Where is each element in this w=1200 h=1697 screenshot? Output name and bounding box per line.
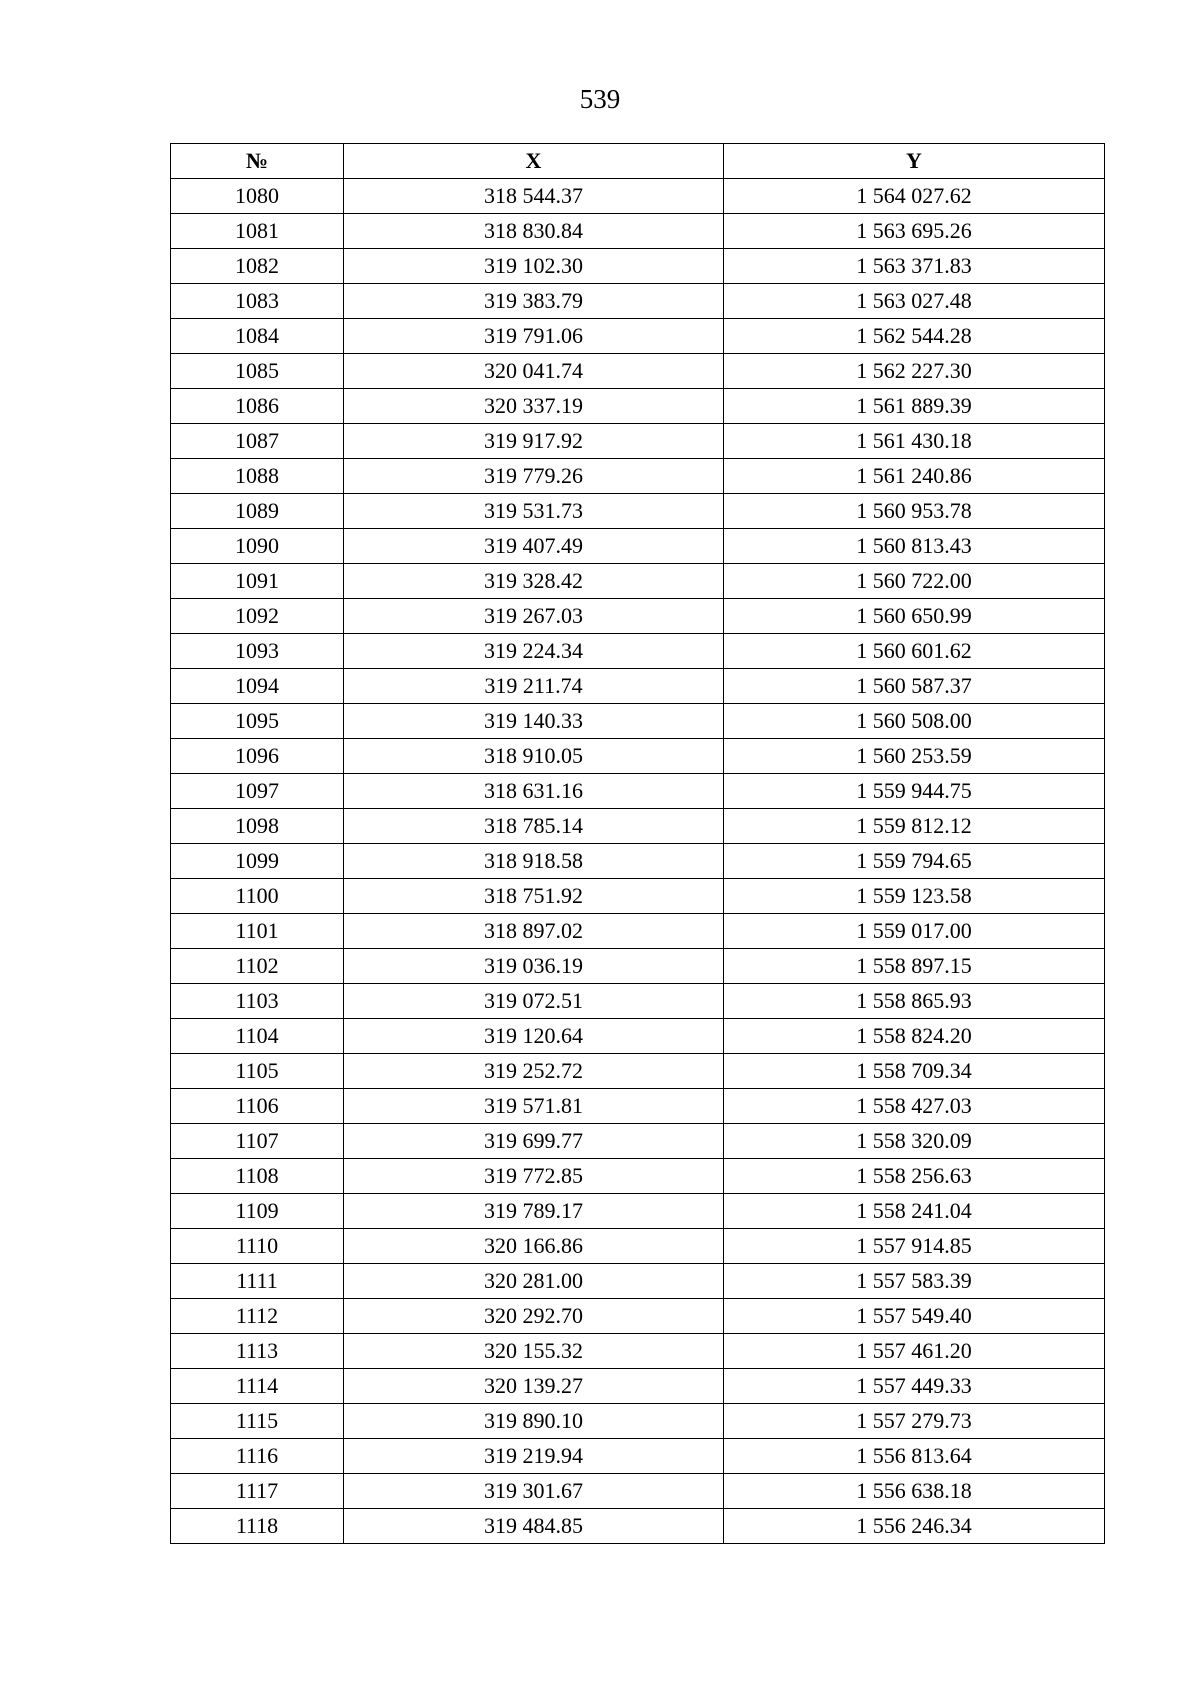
table-row — [171, 1124, 1105, 1159]
y-coordinate-cell: 1 558 427.03 — [724, 1089, 1105, 1124]
x-coordinate-cell: 319 301.67 — [344, 1474, 724, 1509]
point-number-cell: 1105 — [171, 1054, 344, 1089]
x-coordinate-cell: 320 281.00 — [344, 1264, 724, 1299]
y-coordinate-cell: 1 560 601.62 — [724, 634, 1105, 669]
y-coordinate-cell: 1 560 722.00 — [724, 564, 1105, 599]
point-number-cell: 1093 — [171, 634, 344, 669]
point-number-cell: 1104 — [171, 1019, 344, 1054]
table-row — [171, 319, 1105, 354]
point-number-cell: 1086 — [171, 389, 344, 424]
table-row — [171, 1299, 1105, 1334]
table-row — [171, 1194, 1105, 1229]
point-number-cell: 1101 — [171, 914, 344, 949]
point-number-cell: 1096 — [171, 739, 344, 774]
x-coordinate-cell: 319 224.34 — [344, 634, 724, 669]
y-coordinate-cell: 1 560 508.00 — [724, 704, 1105, 739]
table-row — [171, 634, 1105, 669]
y-coordinate-cell: 1 560 953.78 — [724, 494, 1105, 529]
table-row — [171, 459, 1105, 494]
y-coordinate-cell: 1 560 253.59 — [724, 739, 1105, 774]
x-coordinate-cell: 319 890.10 — [344, 1404, 724, 1439]
table-row — [171, 1404, 1105, 1439]
x-coordinate-cell: 320 292.70 — [344, 1299, 724, 1334]
y-coordinate-cell: 1 561 889.39 — [724, 389, 1105, 424]
table-row — [171, 949, 1105, 984]
point-number-cell: 1110 — [171, 1229, 344, 1264]
point-number-cell: 1098 — [171, 809, 344, 844]
table-body — [171, 179, 1105, 1544]
x-coordinate-cell: 319 571.81 — [344, 1089, 724, 1124]
point-number-cell: 1102 — [171, 949, 344, 984]
table-header — [171, 144, 1105, 179]
x-coordinate-cell: 319 779.26 — [344, 459, 724, 494]
point-number-cell: 1116 — [171, 1439, 344, 1474]
table-row — [171, 1159, 1105, 1194]
point-number-cell: 1100 — [171, 879, 344, 914]
x-coordinate-cell: 319 383.79 — [344, 284, 724, 319]
point-number-cell: 1114 — [171, 1369, 344, 1404]
x-coordinate-cell: 319 140.33 — [344, 704, 724, 739]
table-row — [171, 809, 1105, 844]
x-coordinate-cell: 320 166.86 — [344, 1229, 724, 1264]
point-number-cell: 1103 — [171, 984, 344, 1019]
point-number-cell: 1084 — [171, 319, 344, 354]
x-coordinate-cell: 319 917.92 — [344, 424, 724, 459]
point-number-cell: 1088 — [171, 459, 344, 494]
x-coordinate-cell: 319 267.03 — [344, 599, 724, 634]
table-row — [171, 1334, 1105, 1369]
y-coordinate-cell: 1 558 824.20 — [724, 1019, 1105, 1054]
table-row — [171, 1054, 1105, 1089]
table-row — [171, 704, 1105, 739]
x-coordinate-cell: 319 407.49 — [344, 529, 724, 564]
point-number-cell: 1106 — [171, 1089, 344, 1124]
y-coordinate-cell: 1 559 123.58 — [724, 879, 1105, 914]
y-coordinate-cell: 1 558 320.09 — [724, 1124, 1105, 1159]
x-coordinate-cell: 319 484.85 — [344, 1509, 724, 1544]
point-number-cell: 1083 — [171, 284, 344, 319]
x-coordinate-cell: 319 072.51 — [344, 984, 724, 1019]
x-coordinate-cell: 318 910.05 — [344, 739, 724, 774]
point-number-cell: 1111 — [171, 1264, 344, 1299]
column-header-x: X — [344, 144, 724, 179]
y-coordinate-cell: 1 558 897.15 — [724, 949, 1105, 984]
table-row — [171, 1509, 1105, 1544]
table-row — [171, 214, 1105, 249]
point-number-cell: 1087 — [171, 424, 344, 459]
table-row — [171, 1474, 1105, 1509]
x-coordinate-cell: 318 830.84 — [344, 214, 724, 249]
x-coordinate-cell: 320 041.74 — [344, 354, 724, 389]
table-row — [171, 1019, 1105, 1054]
point-number-cell: 1115 — [171, 1404, 344, 1439]
y-coordinate-cell: 1 560 587.37 — [724, 669, 1105, 704]
point-number-cell: 1091 — [171, 564, 344, 599]
point-number-cell: 1085 — [171, 354, 344, 389]
y-coordinate-cell: 1 556 638.18 — [724, 1474, 1105, 1509]
y-coordinate-cell: 1 561 240.86 — [724, 459, 1105, 494]
table-row — [171, 984, 1105, 1019]
y-coordinate-cell: 1 559 944.75 — [724, 774, 1105, 809]
y-coordinate-cell: 1 562 544.28 — [724, 319, 1105, 354]
x-coordinate-cell: 318 785.14 — [344, 809, 724, 844]
x-coordinate-cell: 319 789.17 — [344, 1194, 724, 1229]
table-row — [171, 494, 1105, 529]
y-coordinate-cell: 1 557 449.33 — [724, 1369, 1105, 1404]
table-row — [171, 914, 1105, 949]
table-row — [171, 564, 1105, 599]
y-coordinate-cell: 1 559 017.00 — [724, 914, 1105, 949]
x-coordinate-cell: 318 897.02 — [344, 914, 724, 949]
x-coordinate-cell: 319 252.72 — [344, 1054, 724, 1089]
x-coordinate-cell: 319 772.85 — [344, 1159, 724, 1194]
point-number-cell: 1112 — [171, 1299, 344, 1334]
point-number-cell: 1109 — [171, 1194, 344, 1229]
point-number-cell: 1108 — [171, 1159, 344, 1194]
y-coordinate-cell: 1 557 279.73 — [724, 1404, 1105, 1439]
y-coordinate-cell: 1 562 227.30 — [724, 354, 1105, 389]
x-coordinate-cell: 320 155.32 — [344, 1334, 724, 1369]
table-row — [171, 879, 1105, 914]
point-number-cell: 1095 — [171, 704, 344, 739]
x-coordinate-cell: 319 328.42 — [344, 564, 724, 599]
y-coordinate-cell: 1 563 695.26 — [724, 214, 1105, 249]
x-coordinate-cell: 319 699.77 — [344, 1124, 724, 1159]
y-coordinate-cell: 1 563 027.48 — [724, 284, 1105, 319]
table-row — [171, 529, 1105, 564]
y-coordinate-cell: 1 560 650.99 — [724, 599, 1105, 634]
column-header-y: Y — [724, 144, 1105, 179]
y-coordinate-cell: 1 556 813.64 — [724, 1439, 1105, 1474]
point-number-cell: 1097 — [171, 774, 344, 809]
y-coordinate-cell: 1 564 027.62 — [724, 179, 1105, 214]
column-header-number: № — [171, 144, 344, 179]
table-row — [171, 1229, 1105, 1264]
table-row — [171, 389, 1105, 424]
y-coordinate-cell: 1 561 430.18 — [724, 424, 1105, 459]
coordinates-table — [170, 143, 1105, 1544]
x-coordinate-cell: 319 211.74 — [344, 669, 724, 704]
x-coordinate-cell: 319 531.73 — [344, 494, 724, 529]
x-coordinate-cell: 318 918.58 — [344, 844, 724, 879]
x-coordinate-cell: 318 751.92 — [344, 879, 724, 914]
y-coordinate-cell: 1 559 812.12 — [724, 809, 1105, 844]
y-coordinate-cell: 1 557 549.40 — [724, 1299, 1105, 1334]
y-coordinate-cell: 1 558 865.93 — [724, 984, 1105, 1019]
table-row — [171, 249, 1105, 284]
table-row — [171, 599, 1105, 634]
x-coordinate-cell: 318 544.37 — [344, 179, 724, 214]
y-coordinate-cell: 1 559 794.65 — [724, 844, 1105, 879]
table-row — [171, 669, 1105, 704]
y-coordinate-cell: 1 558 256.63 — [724, 1159, 1105, 1194]
y-coordinate-cell: 1 557 461.20 — [724, 1334, 1105, 1369]
table-row — [171, 179, 1105, 214]
x-coordinate-cell: 319 791.06 — [344, 319, 724, 354]
x-coordinate-cell: 319 219.94 — [344, 1439, 724, 1474]
table-row — [171, 774, 1105, 809]
y-coordinate-cell: 1 560 813.43 — [724, 529, 1105, 564]
y-coordinate-cell: 1 557 914.85 — [724, 1229, 1105, 1264]
y-coordinate-cell: 1 557 583.39 — [724, 1264, 1105, 1299]
point-number-cell: 1090 — [171, 529, 344, 564]
y-coordinate-cell: 1 563 371.83 — [724, 249, 1105, 284]
table-row — [171, 739, 1105, 774]
table-row — [171, 1369, 1105, 1404]
x-coordinate-cell: 319 036.19 — [344, 949, 724, 984]
table-row — [171, 844, 1105, 879]
point-number-cell: 1117 — [171, 1474, 344, 1509]
point-number-cell: 1080 — [171, 179, 344, 214]
table-row — [171, 1089, 1105, 1124]
point-number-cell: 1089 — [171, 494, 344, 529]
table-row — [171, 284, 1105, 319]
table-row — [171, 1264, 1105, 1299]
header-row — [171, 144, 1105, 179]
point-number-cell: 1099 — [171, 844, 344, 879]
point-number-cell: 1081 — [171, 214, 344, 249]
point-number-cell: 1107 — [171, 1124, 344, 1159]
table-row — [171, 424, 1105, 459]
x-coordinate-cell: 320 337.19 — [344, 389, 724, 424]
x-coordinate-cell: 320 139.27 — [344, 1369, 724, 1404]
point-number-cell: 1113 — [171, 1334, 344, 1369]
y-coordinate-cell: 1 558 241.04 — [724, 1194, 1105, 1229]
point-number-cell: 1082 — [171, 249, 344, 284]
page-number: 539 — [579, 84, 621, 114]
x-coordinate-cell: 318 631.16 — [344, 774, 724, 809]
x-coordinate-cell: 319 120.64 — [344, 1019, 724, 1054]
y-coordinate-cell: 1 556 246.34 — [724, 1509, 1105, 1544]
table-row — [171, 354, 1105, 389]
point-number-cell: 1092 — [171, 599, 344, 634]
x-coordinate-cell: 319 102.30 — [344, 249, 724, 284]
table-row — [171, 1439, 1105, 1474]
point-number-cell: 1118 — [171, 1509, 344, 1544]
y-coordinate-cell: 1 558 709.34 — [724, 1054, 1105, 1089]
point-number-cell: 1094 — [171, 669, 344, 704]
